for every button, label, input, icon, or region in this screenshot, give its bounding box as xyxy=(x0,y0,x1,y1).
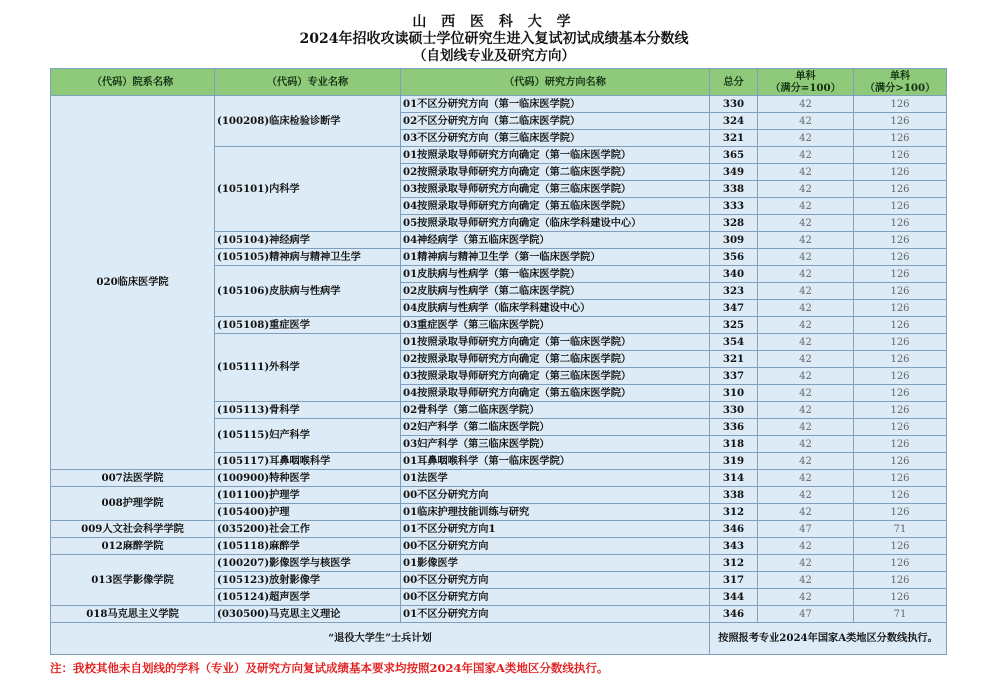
total-score-cell: 349 xyxy=(710,164,758,181)
single-over-100-cell: 126 xyxy=(854,538,947,555)
single-over-100-cell: 126 xyxy=(854,317,947,334)
single-over-100-cell: 71 xyxy=(854,521,947,538)
single-100-cell: 42 xyxy=(758,453,854,470)
single-100-cell: 47 xyxy=(758,606,854,623)
direction-cell: 02不区分研究方向（第二临床医学院） xyxy=(401,113,710,130)
table-row xyxy=(51,96,947,113)
total-score-cell: 338 xyxy=(710,181,758,198)
major-cell: (105101)内科学 xyxy=(215,147,401,232)
table-row xyxy=(51,521,947,538)
total-score-cell: 309 xyxy=(710,232,758,249)
table-row xyxy=(51,487,947,504)
direction-cell: 01精神病与精神卫生学（第一临床医学院） xyxy=(401,249,710,266)
total-score-cell: 356 xyxy=(710,249,758,266)
total-score-cell: 330 xyxy=(710,402,758,419)
single-over-100-cell: 126 xyxy=(854,589,947,606)
total-score-cell: 317 xyxy=(710,572,758,589)
single-100-cell: 42 xyxy=(758,300,854,317)
direction-cell: 03重症医学（第三临床医学院） xyxy=(401,317,710,334)
single-over-100-cell: 126 xyxy=(854,368,947,385)
single-over-100-cell: 126 xyxy=(854,130,947,147)
college-cell: 013医学影像学院 xyxy=(51,555,215,606)
single-100-cell: 42 xyxy=(758,317,854,334)
major-cell: (030500)马克思主义理论 xyxy=(215,606,401,623)
header-major: （代码）专业名称 xyxy=(215,69,401,96)
total-score-cell: 346 xyxy=(710,606,758,623)
total-score-cell: 324 xyxy=(710,113,758,130)
direction-cell: 01耳鼻咽喉科学（第一临床医学院） xyxy=(401,453,710,470)
single-over-100-cell: 126 xyxy=(854,96,947,113)
table-row xyxy=(51,470,947,487)
total-score-cell: 344 xyxy=(710,589,758,606)
total-score-cell: 314 xyxy=(710,470,758,487)
total-score-cell: 336 xyxy=(710,419,758,436)
single-over-100-cell: 126 xyxy=(854,572,947,589)
total-score-cell: 330 xyxy=(710,96,758,113)
single-100-cell: 42 xyxy=(758,266,854,283)
major-cell: (105106)皮肤病与性病学 xyxy=(215,266,401,317)
single-100-cell: 42 xyxy=(758,504,854,521)
document-title: 2024年招收攻读硕士学位研究生进入复试初试成绩基本分数线 xyxy=(299,31,689,47)
single-over-100-cell: 126 xyxy=(854,283,947,300)
direction-cell: 02按照录取导师研究方向确定（第二临床医学院） xyxy=(401,164,710,181)
total-score-cell: 340 xyxy=(710,266,758,283)
total-score-cell: 318 xyxy=(710,436,758,453)
header-college: （代码）院系名称 xyxy=(51,69,215,96)
single-over-100-cell: 126 xyxy=(854,385,947,402)
direction-cell: 02骨科学（第二临床医学院） xyxy=(401,402,710,419)
single-100-cell: 42 xyxy=(758,351,854,368)
single-100-cell: 42 xyxy=(758,385,854,402)
total-score-cell: 338 xyxy=(710,487,758,504)
total-score-cell: 346 xyxy=(710,521,758,538)
direction-cell: 03不区分研究方向（第三临床医学院） xyxy=(401,130,710,147)
single-over-100-cell: 126 xyxy=(854,419,947,436)
major-cell: (100207)影像医学与核医学 xyxy=(215,555,401,572)
single-100-cell: 42 xyxy=(758,589,854,606)
single-over-100-cell: 126 xyxy=(854,436,947,453)
single-100-cell: 47 xyxy=(758,521,854,538)
single-over-100-cell: 126 xyxy=(854,487,947,504)
direction-cell: 00不区分研究方向 xyxy=(401,589,710,606)
single-100-cell: 42 xyxy=(758,555,854,572)
college-cell: 007法医学院 xyxy=(51,470,215,487)
single-100-cell: 42 xyxy=(758,402,854,419)
single-100-cell: 42 xyxy=(758,113,854,130)
direction-cell: 04按照录取导师研究方向确定（第五临床医学院） xyxy=(401,385,710,402)
single-over-100-cell: 126 xyxy=(854,147,947,164)
single-over-100-cell: 126 xyxy=(854,113,947,130)
table-row xyxy=(51,606,947,623)
single-100-cell: 42 xyxy=(758,249,854,266)
direction-cell: 05按照录取导师研究方向确定（临床学科建设中心） xyxy=(401,215,710,232)
single-100-cell: 42 xyxy=(758,470,854,487)
special-plan-label: “退役大学生”士兵计划 xyxy=(51,623,710,655)
single-100-cell: 42 xyxy=(758,198,854,215)
direction-cell: 01不区分研究方向 xyxy=(401,606,710,623)
major-cell: (105117)耳鼻咽喉科学 xyxy=(215,453,401,470)
major-cell: (105108)重症医学 xyxy=(215,317,401,334)
major-cell: (105115)妇产科学 xyxy=(215,419,401,453)
direction-cell: 03按照录取导师研究方向确定（第三临床医学院） xyxy=(401,368,710,385)
single-over-100-cell: 126 xyxy=(854,181,947,198)
single-100-cell: 42 xyxy=(758,419,854,436)
total-score-cell: 333 xyxy=(710,198,758,215)
total-score-cell: 321 xyxy=(710,130,758,147)
total-score-cell: 347 xyxy=(710,300,758,317)
single-over-100-cell: 71 xyxy=(854,606,947,623)
direction-cell: 03妇产科学（第三临床医学院） xyxy=(401,436,710,453)
single-100-cell: 42 xyxy=(758,232,854,249)
total-score-cell: 337 xyxy=(710,368,758,385)
single-100-cell: 42 xyxy=(758,181,854,198)
special-plan-rule: 按照报考专业2024年国家A类地区分数线执行。 xyxy=(710,623,947,655)
single-100-cell: 42 xyxy=(758,436,854,453)
single-over-100-cell: 126 xyxy=(854,232,947,249)
table-row xyxy=(51,555,947,572)
direction-cell: 04按照录取导师研究方向确定（第五临床医学院） xyxy=(401,198,710,215)
direction-cell: 01影像医学 xyxy=(401,555,710,572)
direction-cell: 00不区分研究方向 xyxy=(401,487,710,504)
single-100-cell: 42 xyxy=(758,164,854,181)
total-score-cell: 319 xyxy=(710,453,758,470)
total-score-cell: 312 xyxy=(710,555,758,572)
direction-cell: 01法医学 xyxy=(401,470,710,487)
major-cell: (105124)超声医学 xyxy=(215,589,401,606)
direction-cell: 02皮肤病与性病学（第二临床医学院） xyxy=(401,283,710,300)
major-cell: (105105)精神病与精神卫生学 xyxy=(215,249,401,266)
direction-cell: 00不区分研究方向 xyxy=(401,538,710,555)
major-cell: (100208)临床检验诊断学 xyxy=(215,96,401,147)
single-over-100-cell: 126 xyxy=(854,164,947,181)
major-cell: (100900)特种医学 xyxy=(215,470,401,487)
table-row xyxy=(51,538,947,555)
single-over-100-cell: 126 xyxy=(854,266,947,283)
total-score-cell: 312 xyxy=(710,504,758,521)
major-cell: (035200)社会工作 xyxy=(215,521,401,538)
single-100-cell: 42 xyxy=(758,130,854,147)
single-over-100-cell: 126 xyxy=(854,249,947,266)
single-100-cell: 42 xyxy=(758,572,854,589)
single-100-cell: 42 xyxy=(758,147,854,164)
single-over-100-cell: 126 xyxy=(854,351,947,368)
document-subtitle: （自划线专业及研究方向） xyxy=(413,48,575,64)
college-cell: 008护理学院 xyxy=(51,487,215,521)
direction-cell: 02按照录取导师研究方向确定（第二临床医学院） xyxy=(401,351,710,368)
score-table xyxy=(50,68,947,655)
major-cell: (105118)麻醉学 xyxy=(215,538,401,555)
direction-cell: 01临床护理技能训练与研究 xyxy=(401,504,710,521)
total-score-cell: 323 xyxy=(710,283,758,300)
direction-cell: 01按照录取导师研究方向确定（第一临床医学院） xyxy=(401,147,710,164)
table-header-row xyxy=(51,69,947,96)
single-over-100-cell: 126 xyxy=(854,334,947,351)
direction-cell: 00不区分研究方向 xyxy=(401,572,710,589)
header-direction: （代码）研究方向名称 xyxy=(401,69,710,96)
single-over-100-cell: 126 xyxy=(854,555,947,572)
major-cell: (105400)护理 xyxy=(215,504,401,521)
header-single-100: 单科 （满分=100） xyxy=(758,69,854,96)
major-cell: (105123)放射影像学 xyxy=(215,572,401,589)
total-score-cell: 328 xyxy=(710,215,758,232)
total-score-cell: 343 xyxy=(710,538,758,555)
direction-cell: 04神经病学（第五临床医学院） xyxy=(401,232,710,249)
total-score-cell: 325 xyxy=(710,317,758,334)
direction-cell: 01不区分研究方向1 xyxy=(401,521,710,538)
major-cell: (105111)外科学 xyxy=(215,334,401,402)
major-cell: (105104)神经病学 xyxy=(215,232,401,249)
single-100-cell: 42 xyxy=(758,215,854,232)
single-over-100-cell: 126 xyxy=(854,300,947,317)
header-total: 总分 xyxy=(710,69,758,96)
single-over-100-cell: 126 xyxy=(854,453,947,470)
total-score-cell: 365 xyxy=(710,147,758,164)
single-100-cell: 42 xyxy=(758,283,854,300)
single-100-cell: 42 xyxy=(758,334,854,351)
direction-cell: 03按照录取导师研究方向确定（第三临床医学院） xyxy=(401,181,710,198)
single-over-100-cell: 126 xyxy=(854,504,947,521)
direction-cell: 01皮肤病与性病学（第一临床医学院） xyxy=(401,266,710,283)
single-over-100-cell: 126 xyxy=(854,215,947,232)
college-cell: 020临床医学院 xyxy=(51,96,215,470)
direction-cell: 04皮肤病与性病学（临床学科建设中心） xyxy=(401,300,710,317)
single-100-cell: 42 xyxy=(758,96,854,113)
college-cell: 012麻醉学院 xyxy=(51,538,215,555)
single-100-cell: 42 xyxy=(758,368,854,385)
single-100-cell: 42 xyxy=(758,538,854,555)
title-block xyxy=(0,14,988,65)
university-name: 山 西 医 科 大 学 xyxy=(412,14,576,30)
direction-cell: 02妇产科学（第二临床医学院） xyxy=(401,419,710,436)
college-cell: 018马克思主义学院 xyxy=(51,606,215,623)
direction-cell: 01不区分研究方向（第一临床医学院） xyxy=(401,96,710,113)
single-over-100-cell: 126 xyxy=(854,402,947,419)
single-over-100-cell: 126 xyxy=(854,470,947,487)
footnote: 注：我校其他未自划线的学科（专业）及研究方向复试成绩基本要求均按照2024年国家A类地区分数线执行。 xyxy=(50,661,609,675)
header-single-over-100: 单科 （满分>100） xyxy=(854,69,947,96)
total-score-cell: 321 xyxy=(710,351,758,368)
special-plan-row xyxy=(51,623,947,655)
single-100-cell: 42 xyxy=(758,487,854,504)
single-over-100-cell: 126 xyxy=(854,198,947,215)
table-body xyxy=(51,96,947,655)
major-cell: (105113)骨科学 xyxy=(215,402,401,419)
direction-cell: 01按照录取导师研究方向确定（第一临床医学院） xyxy=(401,334,710,351)
total-score-cell: 310 xyxy=(710,385,758,402)
major-cell: (101100)护理学 xyxy=(215,487,401,504)
college-cell: 009人文社会科学学院 xyxy=(51,521,215,538)
total-score-cell: 354 xyxy=(710,334,758,351)
